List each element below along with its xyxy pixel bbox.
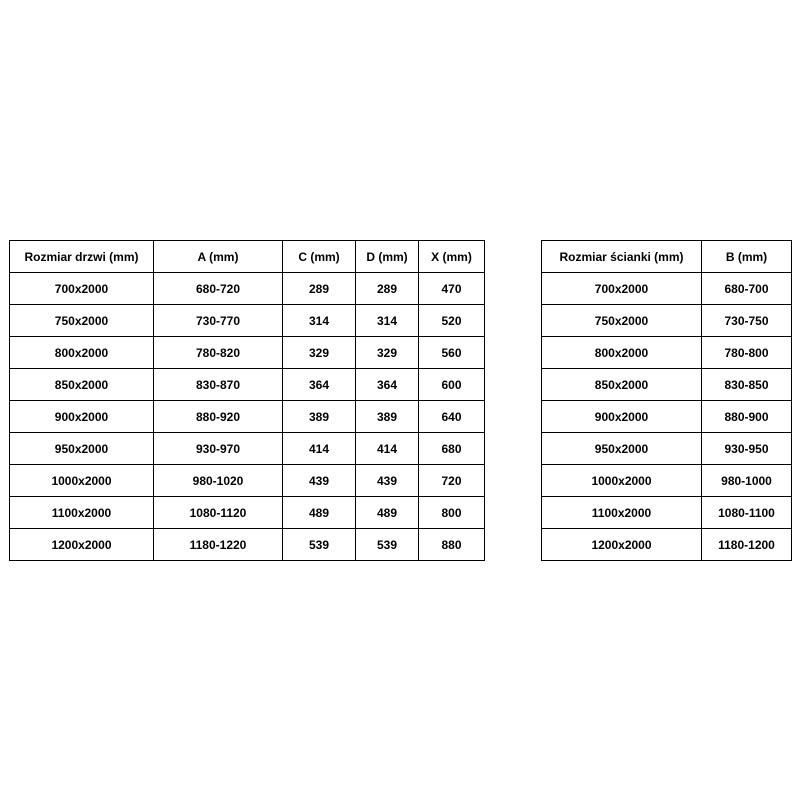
table-row: [542, 465, 792, 497]
cell-wall-size: 750x2000: [542, 305, 702, 337]
cell-x: 880: [419, 529, 485, 561]
cell-d: 539: [356, 529, 419, 561]
cell-a: 830-870: [154, 369, 283, 401]
table-header-row: [10, 241, 485, 273]
cell-door-size: 1100x2000: [10, 497, 154, 529]
cell-a: 730-770: [154, 305, 283, 337]
table-header-row: [542, 241, 792, 273]
column-header-d: D (mm): [356, 241, 419, 273]
table-row: [10, 465, 485, 497]
cell-x: 470: [419, 273, 485, 305]
table-row: [10, 369, 485, 401]
cell-a: 780-820: [154, 337, 283, 369]
table-row: [10, 497, 485, 529]
cell-b: 1080-1100: [702, 497, 792, 529]
cell-c: 389: [283, 401, 356, 433]
cell-wall-size: 850x2000: [542, 369, 702, 401]
cell-d: 489: [356, 497, 419, 529]
cell-c: 539: [283, 529, 356, 561]
cell-wall-size: 1100x2000: [542, 497, 702, 529]
cell-b: 1180-1200: [702, 529, 792, 561]
cell-d: 414: [356, 433, 419, 465]
cell-door-size: 900x2000: [10, 401, 154, 433]
cell-x: 560: [419, 337, 485, 369]
cell-d: 364: [356, 369, 419, 401]
cell-c: 314: [283, 305, 356, 337]
column-header-x: X (mm): [419, 241, 485, 273]
tables-container: [0, 240, 800, 561]
cell-x: 520: [419, 305, 485, 337]
table-row: [542, 529, 792, 561]
cell-d: 389: [356, 401, 419, 433]
cell-x: 720: [419, 465, 485, 497]
cell-door-size: 1000x2000: [10, 465, 154, 497]
cell-wall-size: 950x2000: [542, 433, 702, 465]
table-row: [542, 305, 792, 337]
cell-wall-size: 700x2000: [542, 273, 702, 305]
cell-door-size: 950x2000: [10, 433, 154, 465]
cell-c: 289: [283, 273, 356, 305]
column-header-b: B (mm): [702, 241, 792, 273]
column-header-wall-size: Rozmiar ścianki (mm): [542, 241, 702, 273]
cell-a: 880-920: [154, 401, 283, 433]
table-row: [10, 529, 485, 561]
table-row: [10, 433, 485, 465]
cell-x: 680: [419, 433, 485, 465]
cell-a: 680-720: [154, 273, 283, 305]
table-row: [542, 369, 792, 401]
cell-c: 489: [283, 497, 356, 529]
column-header-door-size: Rozmiar drzwi (mm): [10, 241, 154, 273]
column-header-a: A (mm): [154, 241, 283, 273]
cell-b: 930-950: [702, 433, 792, 465]
cell-b: 730-750: [702, 305, 792, 337]
door-sizes-table: [9, 240, 485, 561]
table-row: [542, 337, 792, 369]
table-row: [10, 273, 485, 305]
cell-wall-size: 1000x2000: [542, 465, 702, 497]
table-row: [542, 273, 792, 305]
cell-b: 830-850: [702, 369, 792, 401]
cell-door-size: 700x2000: [10, 273, 154, 305]
cell-d: 329: [356, 337, 419, 369]
cell-b: 680-700: [702, 273, 792, 305]
cell-a: 980-1020: [154, 465, 283, 497]
cell-wall-size: 800x2000: [542, 337, 702, 369]
table-row: [10, 337, 485, 369]
cell-door-size: 800x2000: [10, 337, 154, 369]
cell-b: 980-1000: [702, 465, 792, 497]
cell-a: 1180-1220: [154, 529, 283, 561]
cell-wall-size: 900x2000: [542, 401, 702, 433]
cell-c: 439: [283, 465, 356, 497]
column-header-c: C (mm): [283, 241, 356, 273]
cell-c: 364: [283, 369, 356, 401]
cell-door-size: 750x2000: [10, 305, 154, 337]
cell-c: 329: [283, 337, 356, 369]
cell-x: 600: [419, 369, 485, 401]
cell-a: 1080-1120: [154, 497, 283, 529]
cell-x: 800: [419, 497, 485, 529]
cell-wall-size: 1200x2000: [542, 529, 702, 561]
table-row: [542, 497, 792, 529]
cell-d: 314: [356, 305, 419, 337]
cell-a: 930-970: [154, 433, 283, 465]
cell-d: 289: [356, 273, 419, 305]
cell-door-size: 850x2000: [10, 369, 154, 401]
cell-c: 414: [283, 433, 356, 465]
table-row: [10, 401, 485, 433]
table-row: [542, 433, 792, 465]
table-row: [10, 305, 485, 337]
cell-d: 439: [356, 465, 419, 497]
table-row: [542, 401, 792, 433]
wall-sizes-table: [541, 240, 792, 561]
cell-b: 880-900: [702, 401, 792, 433]
cell-door-size: 1200x2000: [10, 529, 154, 561]
cell-x: 640: [419, 401, 485, 433]
cell-b: 780-800: [702, 337, 792, 369]
